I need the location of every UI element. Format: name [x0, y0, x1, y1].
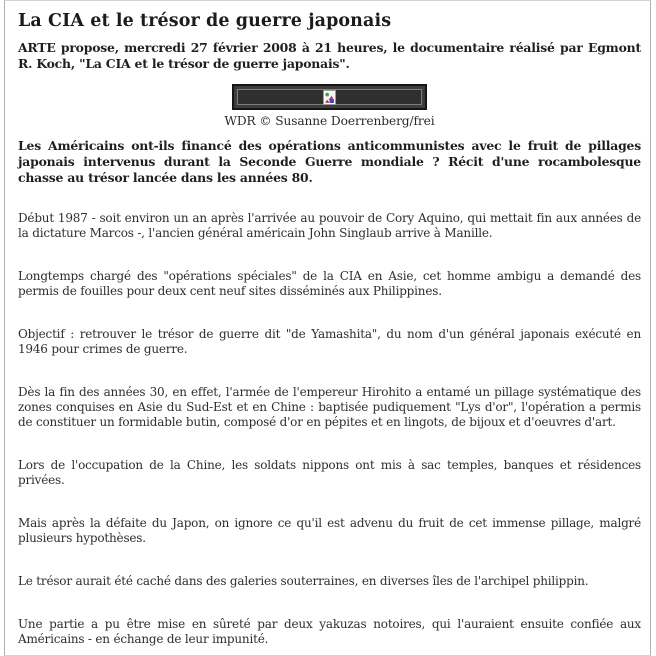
broken-image-icon	[323, 90, 336, 105]
article-paragraph-3: Objectif : retrouver le trésor de guerre dit "de Yamashita", du nom d'un général japonais exécuté en 1946 pour crimes de guerre.	[18, 327, 641, 356]
missing-image-frame	[237, 89, 422, 105]
page-title: La CIA et le trésor de guerre japonais	[18, 11, 392, 31]
article-paragraph-1: Début 1987 - soit environ un an après l'arrivée au pouvoir de Cory Aquino, qui mettait fin aux années de la dictature Marcos -, l'ancien général américain John Singlaub arrive à Manille.	[18, 211, 641, 240]
broadcast-info: ARTE propose, mercredi 27 février 2008 à 21 heures, le documentaire réalisé par Egmont R. Koch, "La CIA et le trésor de guerre japonais".	[18, 40, 641, 71]
image-caption: WDR © Susanne Doerrenberg/frei	[224, 114, 435, 128]
article-paragraph-4: Dès la fin des années 30, en effet, l'armée de l'empereur Hirohito a entamé un pillage systématique des zones conquises en Asie du Sud-Est et en Chine : baptisée pudiquement "Lys d'or", l'opération a permis de constituer un formidable butin, composé d'or en pépites et en lingots, de bijoux et d'oeuvres d'art.	[18, 385, 641, 429]
article-page	[4, 0, 651, 656]
article-intro: Les Américains ont-ils financé des opérations anticommunistes avec le fruit de pillages japonais intervenus durant la Seconde Guerre mondiale ? Récit d'une rocambolesque chasse au trésor lancée dans les années 80.	[18, 138, 641, 185]
article-paragraph-8: Une partie a pu être mise en sûreté par deux yakuzas notoires, qui l'auraient ensuite confiée aux Américains - en échange de leur impunité.	[18, 617, 641, 646]
article-paragraph-2: Longtemps chargé des "opérations spéciales" de la CIA en Asie, cet homme ambigu a demandé des permis de fouilles pour deux cent neuf sites disséminés aux Philippines.	[18, 269, 641, 298]
article-paragraph-5: Lors de l'occupation de la Chine, les soldats nippons ont mis à sac temples, banques et résidences privées.	[18, 458, 641, 487]
article-paragraph-7: Le trésor aurait été caché dans des galeries souterraines, en diverses îles de l'archipel philippin.	[18, 574, 589, 588]
article-paragraph-6: Mais après la défaite du Japon, on ignore ce qu'il est advenu du fruit de cet immense pillage, malgré plusieurs hypothèses.	[18, 516, 641, 545]
article-figure	[18, 84, 641, 128]
missing-image-placeholder	[232, 84, 427, 110]
